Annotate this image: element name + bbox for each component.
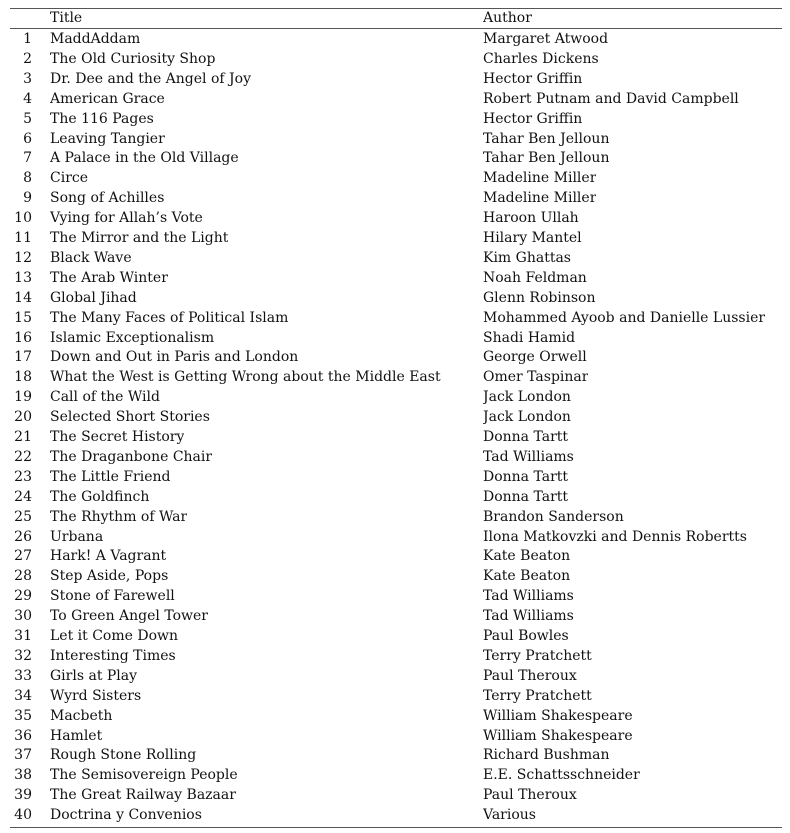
book-title: A Palace in the Old Village [50, 150, 239, 167]
book-title: Selected Short Stories [50, 409, 210, 426]
row-number: 15 [14, 309, 32, 326]
book-title: Leaving Tangier [50, 130, 165, 147]
book-title: The Mirror and the Light [50, 230, 229, 246]
book-author: Hector Griffin [483, 110, 583, 127]
book-title: The Old Curiosity Shop [50, 50, 216, 67]
book-author: William Shakespeare [483, 707, 633, 724]
book-title: Vying for Allah’s Vote [50, 210, 203, 227]
book-title: American Grace [50, 90, 165, 107]
row-number: 19 [14, 389, 32, 406]
book-author: Kim Ghattas [483, 249, 571, 266]
row-number: 40 [14, 807, 32, 824]
table-row [0, 89, 790, 109]
book-author: Omer Taspinar [483, 369, 589, 386]
book-title: Girls at Play [50, 667, 138, 684]
table-row [0, 586, 790, 606]
row-number: 38 [14, 767, 32, 784]
book-title: The Little Friend [50, 468, 171, 485]
book-author: Madeline Miller [483, 190, 597, 207]
book-author: Tahar Ben Jelloun [483, 150, 610, 167]
table-row [0, 686, 790, 706]
table-row [0, 487, 790, 507]
table-row [0, 347, 790, 367]
book-title: Circe [50, 170, 89, 187]
table-row [0, 168, 790, 188]
table-row [0, 666, 790, 686]
row-number: 7 [23, 150, 32, 167]
book-author: Various [483, 807, 536, 824]
book-title: Macbeth [50, 707, 113, 724]
book-author: Paul Theroux [483, 667, 577, 684]
book-author: Haroon Ullah [483, 210, 579, 227]
table-row [0, 208, 790, 228]
table-row [0, 148, 790, 168]
book-title: The Arab Winter [50, 269, 168, 286]
table-row [0, 129, 790, 149]
book-author: Kate Beaton [483, 568, 571, 585]
table-row [0, 427, 790, 447]
row-number: 3 [23, 70, 32, 87]
book-author: Tahar Ben Jelloun [483, 130, 610, 147]
book-author: Robert Putnam and David Campbell [483, 90, 739, 107]
book-title: To Green Angel Tower [50, 608, 208, 625]
row-number: 21 [14, 429, 32, 445]
book-title: Dr. Dee and the Angel of Joy [50, 70, 251, 87]
book-title: Doctrina y Convenios [50, 807, 202, 824]
table-row [0, 626, 790, 646]
row-number: 10 [14, 210, 32, 227]
table-row [0, 805, 790, 825]
book-author: Jack London [483, 409, 571, 426]
book-author: Tad Williams [483, 448, 574, 465]
table-row [0, 546, 790, 566]
book-title: The Draganbone Chair [50, 448, 213, 465]
table-row [0, 706, 790, 726]
row-number: 33 [14, 667, 32, 684]
book-author: Hector Griffin [483, 70, 583, 87]
book-author: William Shakespeare [483, 727, 633, 744]
row-number: 31 [14, 628, 32, 644]
book-title: Interesting Times [50, 647, 176, 664]
bottom-rule [10, 827, 782, 828]
row-number: 4 [23, 90, 32, 107]
table-row [0, 387, 790, 407]
book-title: Global Jihad [50, 289, 137, 306]
book-title: Wyrd Sisters [50, 687, 142, 704]
book-author: Donna Tartt [483, 468, 569, 485]
book-title: Black Wave [50, 249, 132, 266]
row-number: 35 [14, 707, 32, 724]
row-number: 29 [14, 588, 32, 605]
book-title: Urbana [50, 528, 104, 545]
row-number: 14 [14, 289, 32, 306]
row-number: 13 [14, 269, 32, 286]
book-title: Hamlet [50, 727, 103, 744]
book-title: What the West is Getting Wrong about the Middle East [50, 369, 441, 386]
book-title: The Semisovereign People [50, 767, 238, 784]
table-row [0, 367, 790, 387]
book-author: Glenn Robinson [483, 289, 596, 306]
book-title: The Rhythm of War [50, 508, 188, 525]
book-author: Jack London [483, 389, 571, 406]
table-row [0, 109, 790, 129]
row-number: 25 [14, 508, 32, 525]
row-number: 2 [23, 50, 32, 67]
row-number: 22 [14, 448, 32, 465]
row-number: 18 [14, 369, 32, 386]
book-title: The Goldfinch [50, 488, 150, 505]
table-row [0, 407, 790, 427]
book-title: Rough Stone Rolling [50, 747, 197, 764]
row-number: 6 [23, 130, 32, 147]
table-row [0, 606, 790, 626]
row-number: 30 [14, 608, 32, 625]
row-number: 1 [23, 31, 32, 47]
book-author: Richard Bushman [483, 747, 610, 764]
column-header-title: Title [50, 10, 83, 26]
table-row [0, 726, 790, 746]
book-title: The Secret History [50, 429, 185, 445]
table-row [0, 527, 790, 547]
book-author: Madeline Miller [483, 170, 597, 187]
book-author: Hilary Mantel [483, 230, 582, 246]
book-author: Paul Bowles [483, 628, 569, 644]
row-number: 37 [14, 747, 32, 764]
book-author: Donna Tartt [483, 488, 569, 505]
row-number: 26 [14, 528, 32, 545]
row-number: 11 [14, 230, 32, 246]
book-author: Margaret Atwood [483, 31, 609, 47]
book-author: Tad Williams [483, 608, 574, 625]
table-row [0, 288, 790, 308]
row-number: 17 [14, 349, 32, 366]
book-title: Stone of Farewell [50, 588, 175, 605]
book-author: Terry Pratchett [483, 687, 592, 704]
row-number: 27 [14, 548, 32, 565]
row-number: 36 [14, 727, 32, 744]
book-title: The Many Faces of Political Islam [50, 309, 289, 326]
table-row [0, 248, 790, 268]
row-number: 9 [23, 190, 32, 207]
table-row [0, 49, 790, 69]
table-row [0, 69, 790, 89]
table-row [0, 228, 790, 248]
book-title: Step Aside, Pops [50, 568, 169, 585]
book-author: Terry Pratchett [483, 647, 592, 664]
row-number: 39 [14, 787, 32, 804]
book-author: Paul Theroux [483, 787, 577, 804]
book-title: Let it Come Down [50, 628, 179, 644]
book-author: Brandon Sanderson [483, 508, 624, 525]
book-title: MaddAddam [50, 31, 141, 47]
table-row [0, 745, 790, 765]
row-number: 12 [14, 249, 32, 266]
book-author: Tad Williams [483, 588, 574, 605]
book-author: Donna Tartt [483, 429, 569, 445]
book-author: Shadi Hamid [483, 329, 576, 346]
book-author: Ilona Matkovzki and Dennis Robertts [483, 528, 747, 545]
book-author: Noah Feldman [483, 269, 587, 286]
book-author: E.E. Schattsschneider [483, 767, 640, 784]
table-row [0, 268, 790, 288]
row-number: 8 [23, 170, 32, 187]
row-number: 32 [14, 647, 32, 664]
table-row [0, 467, 790, 487]
table-row [0, 188, 790, 208]
row-number: 24 [14, 488, 32, 505]
table-row [0, 785, 790, 805]
book-title: Islamic Exceptionalism [50, 329, 215, 346]
table-row [0, 765, 790, 785]
book-author: Mohammed Ayoob and Danielle Lussier [483, 309, 766, 326]
row-number: 23 [14, 468, 32, 485]
column-header-author: Author [483, 10, 532, 26]
table-row [0, 29, 790, 49]
book-title: Down and Out in Paris and London [50, 349, 299, 366]
book-title: Song of Achilles [50, 190, 165, 207]
table-header-row [0, 8, 790, 28]
row-number: 5 [23, 110, 32, 127]
book-author: Charles Dickens [483, 50, 599, 67]
row-number: 16 [14, 329, 32, 346]
row-number: 20 [14, 409, 32, 426]
table-row [0, 507, 790, 527]
table-row [0, 328, 790, 348]
table-row [0, 308, 790, 328]
table-row [0, 566, 790, 586]
book-title: Hark! A Vagrant [50, 548, 167, 565]
book-title: The Great Railway Bazaar [50, 787, 236, 804]
book-author: George Orwell [483, 349, 587, 366]
book-title: The 116 Pages [50, 110, 154, 127]
book-title: Call of the Wild [50, 389, 160, 406]
table-row [0, 646, 790, 666]
row-number: 28 [14, 568, 32, 585]
table-row [0, 447, 790, 467]
book-author: Kate Beaton [483, 548, 571, 565]
row-number: 34 [14, 687, 32, 704]
